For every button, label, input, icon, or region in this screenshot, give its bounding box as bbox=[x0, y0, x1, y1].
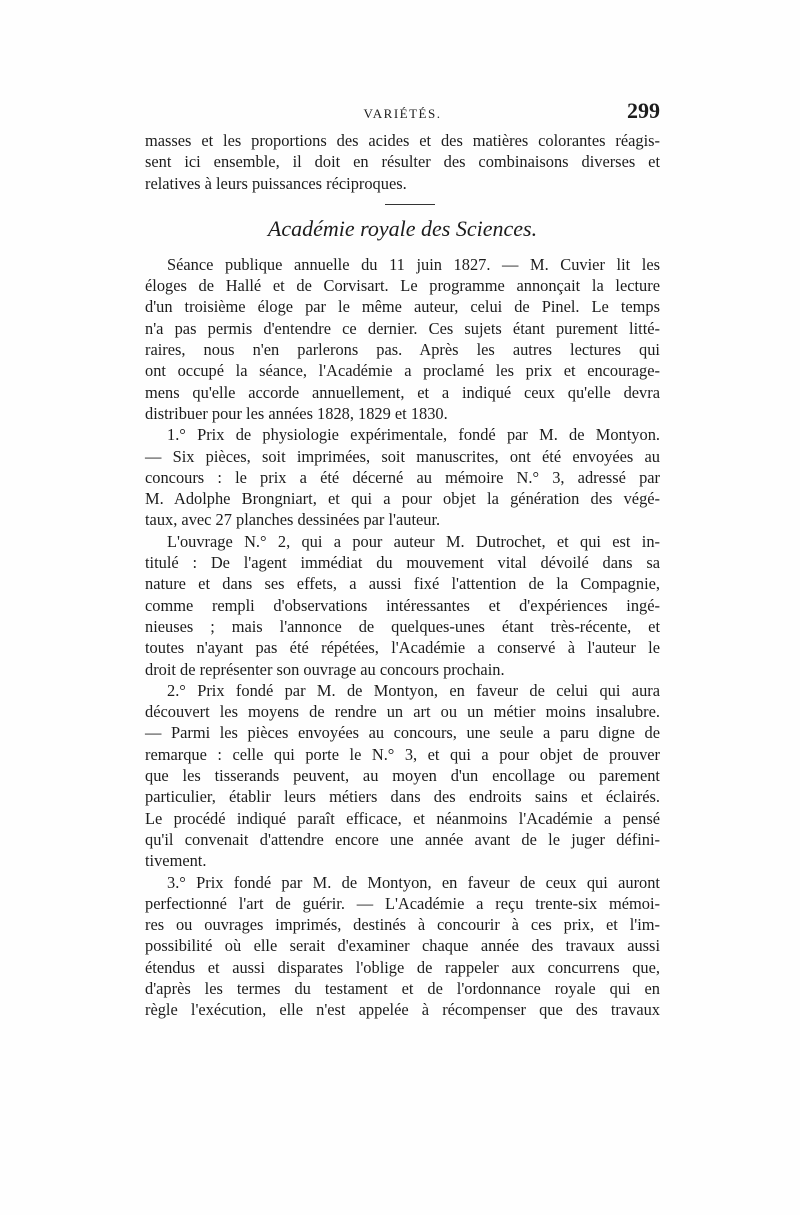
body-line: 2.° Prix fondé par M. de Montyon, en faveur de celui qui aura bbox=[167, 680, 660, 700]
body-line: ont occupé la séance, l'Académie a proclamé les prix et encourage- bbox=[145, 361, 660, 381]
body-line: Séance publique annuelle du 11 juin 1827. — M. Cuvier lit les bbox=[167, 254, 660, 274]
body-line: perfectionné l'art de guérir. — L'Académie a reçu trente-six mémoi- bbox=[145, 893, 660, 913]
body-line: raires, nous n'en parlerons pas. Après les autres lectures qui bbox=[145, 340, 660, 360]
body-line: Le procédé indiqué paraît efficace, et néanmoins l'Académie a pensé bbox=[145, 808, 660, 828]
body-line: L'ouvrage N.° 2, qui a pour auteur M. Dutrochet, et qui est in- bbox=[167, 531, 660, 551]
body-line: concours : le prix a été décerné au mémoire N.° 3, adressé par bbox=[145, 467, 660, 487]
section-heading bbox=[145, 194, 660, 254]
body-line: — Six pièces, soit imprimées, soit manuscrites, ont été envoyées au bbox=[145, 446, 660, 466]
body-line: d'après les termes du testament et de l'ordonnance royale qui en bbox=[145, 978, 660, 998]
intro-line: sent ici ensemble, il doit en résulter des combinaisons diverses et bbox=[145, 152, 660, 172]
body-line: 3.° Prix fondé par M. de Montyon, en faveur de ceux qui auront bbox=[167, 872, 660, 892]
body-line: remarque : celle qui porte le N.° 3, et qui a pour objet de prouver bbox=[145, 744, 660, 764]
page-number: 299 bbox=[627, 98, 660, 123]
body-line: étendus et aussi disparates l'oblige de rappeler aux concurrens que, bbox=[145, 957, 660, 977]
body-line: tivement. bbox=[145, 851, 207, 871]
body-line: règle l'exécution, elle n'est appelée à récompenser que des travaux bbox=[145, 1000, 660, 1020]
body-line: 1.° Prix de physiologie expérimentale, fondé par M. de Montyon. bbox=[167, 425, 660, 445]
body-line: n'a pas permis d'entendre ce dernier. Ces sujets étant purement litté- bbox=[145, 318, 660, 338]
section-divider bbox=[385, 204, 435, 205]
body-line: d'un troisième éloge par le même auteur, celui de Pinel. Le temps bbox=[145, 297, 660, 317]
body-line: toutes n'ayant pas été répétées, l'Académie a conservé à l'auteur le bbox=[145, 638, 660, 658]
body-line: découvert les moyens de rendre un art ou un métier moins insalubre. bbox=[145, 702, 660, 722]
running-head: VARIÉTÉS. bbox=[363, 106, 442, 121]
intro-line: masses et les proportions des acides et des matières colorantes réagis- bbox=[145, 131, 660, 150]
body-line: M. Adolphe Brongniart, et qui a pour objet la génération des végé- bbox=[145, 489, 660, 509]
body-line: qu'il convenait d'attendre encore une année avant de le juger défini- bbox=[145, 829, 660, 849]
body-line: taux, avec 27 planches dessinées par l'auteur. bbox=[145, 510, 441, 530]
body-line: distribuer pour les années 1828, 1829 et 1830. bbox=[145, 403, 448, 423]
body-line: possibilité où elle serait d'examiner chaque année des travaux aussi bbox=[145, 936, 660, 956]
body-line: que les tisserands peuvent, au moyen d'un encollage ou parement bbox=[145, 766, 660, 786]
body-line: droit de représenter son ouvrage au concours prochain. bbox=[145, 659, 505, 679]
body-line: particulier, établir leurs métiers dans des endroits sains et éclairés. bbox=[145, 787, 660, 807]
text-block bbox=[145, 130, 660, 1021]
body-line: — Parmi les pièces envoyées au concours, une seule a paru digne de bbox=[145, 723, 660, 743]
intro-line: relatives à leurs puissances réciproques. bbox=[145, 173, 407, 193]
body-line: nieuses ; mais l'annonce de quelques-unes étant très-récente, et bbox=[145, 616, 660, 636]
body-line: mens qu'elle accorde annuellement, et a indiqué ceux qu'elle devra bbox=[145, 382, 660, 402]
body-line: éloges de Hallé et de Corvisart. Le programme annonçait la lecture bbox=[145, 276, 660, 296]
section-title: Académie royale des Sciences. bbox=[267, 215, 538, 241]
body-line: res ou ouvrages imprimés, destinés à concourir à ces prix, et l'im- bbox=[145, 915, 660, 935]
body-line: titulé : De l'agent immédiat du mouvement vital dévoilé dans sa bbox=[145, 553, 660, 573]
body-line: nature et dans ses effets, a aussi fixé l'attention de la Compagnie, bbox=[145, 574, 660, 594]
body-line: comme rempli d'observations intéressantes et d'expériences ingé- bbox=[145, 595, 660, 615]
page-header bbox=[145, 98, 660, 128]
